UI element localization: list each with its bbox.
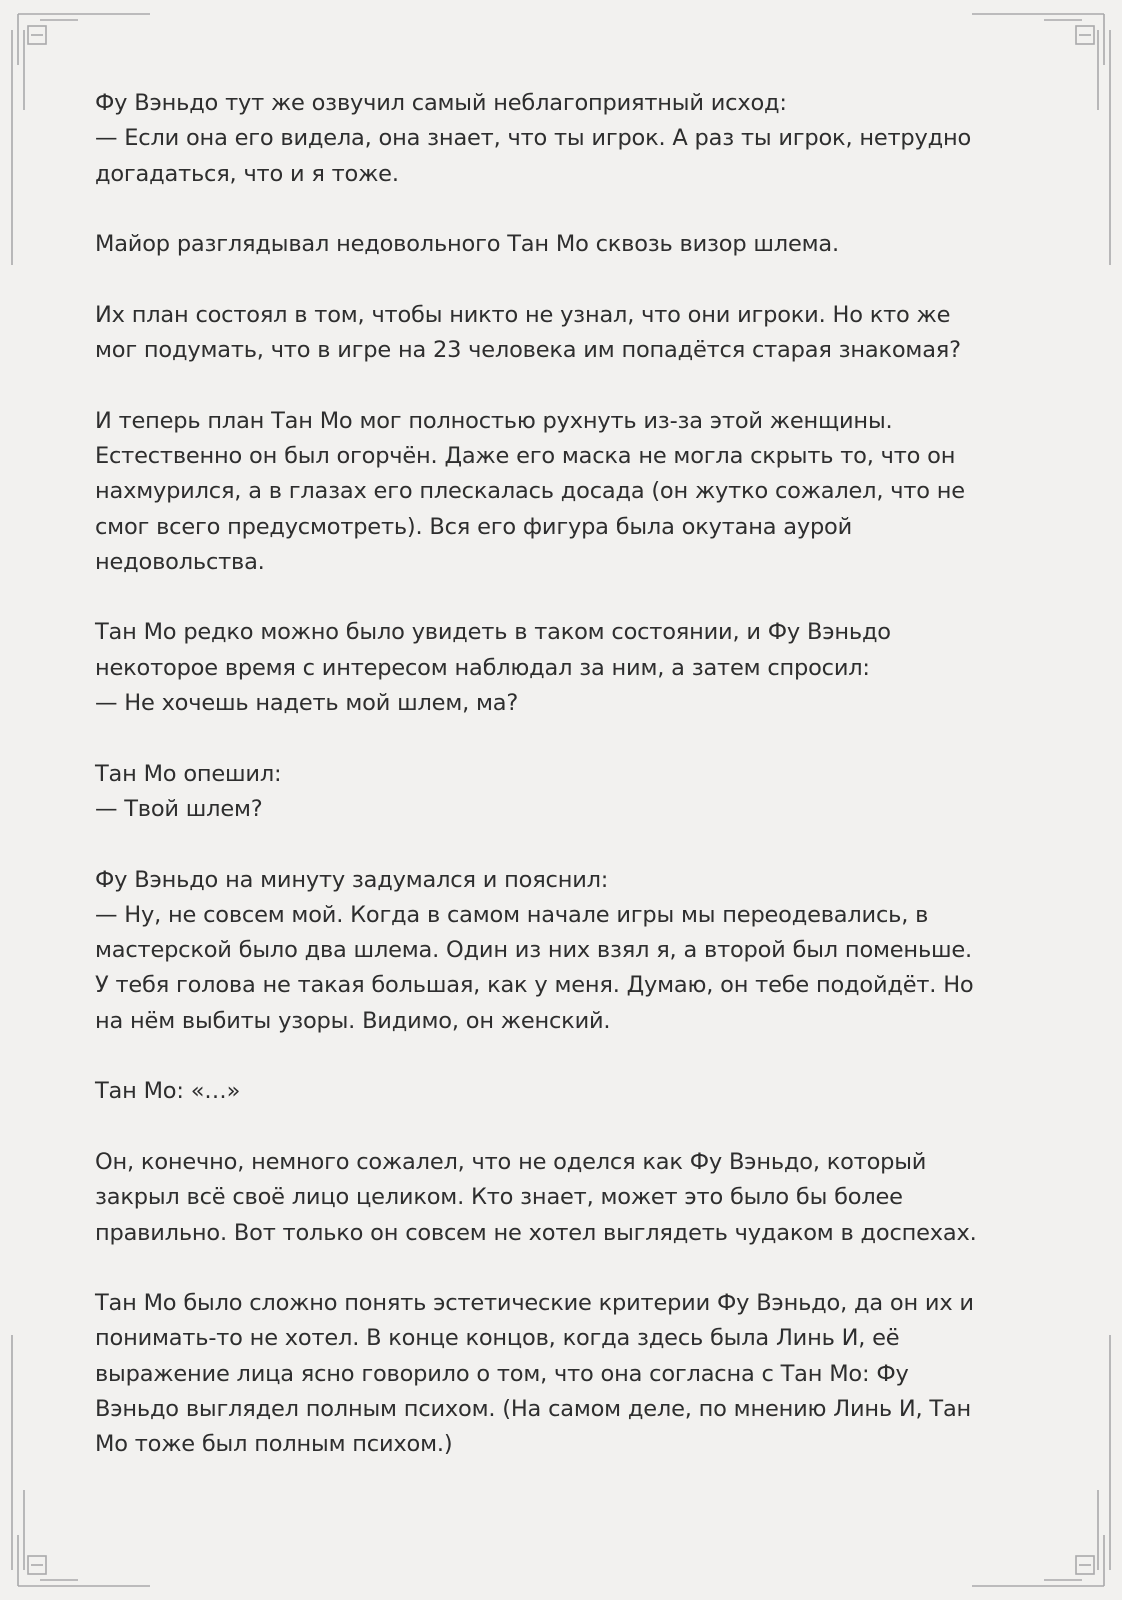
text-line: — Если она его видела, она знает, что ты игрок. А раз ты игрок, нетрудно [95, 125, 972, 152]
text-line: Тан Мо было сложно понять эстетические критерии Фу Вэньдо, да он их и [95, 1290, 974, 1317]
paragraph [95, 404, 1045, 580]
text-line: Их план состоял в том, чтобы никто не узнал, что они игроки. Но кто же [95, 301, 951, 328]
text-line: нахмурился, а в глазах его плескалась досада (он жутко сожалел, что не [95, 478, 965, 505]
text-line: догадаться, что и я тоже. [95, 160, 399, 187]
chapter-text [95, 86, 1045, 1463]
text-line: Мо тоже был полным психом.) [95, 1431, 453, 1458]
text-line: понимать-то не хотел. В конце концов, когда здесь была Линь И, её [95, 1325, 900, 1352]
text-line: Фу Вэньдо на минуту задумался и пояснил: [95, 866, 609, 893]
text-line: Естественно он был огорчён. Даже его маска не могла скрыть то, что он [95, 442, 956, 469]
text-line: некоторое время с интересом наблюдал за ним, а затем спросил: [95, 654, 870, 681]
paragraph-gap [95, 368, 1045, 403]
paragraph [95, 298, 1045, 369]
text-line: Тан Мо редко можно было увидеть в таком состоянии, и Фу Вэньдо [95, 619, 891, 646]
text-line: закрыл всё своё лицо целиком. Кто знает, может это было бы более [95, 1184, 903, 1211]
text-line: — Не хочешь надеть мой шлем, ма? [95, 690, 519, 717]
text-line: Тан Мо: «…» [95, 1078, 241, 1105]
paragraph-gap [95, 1251, 1045, 1286]
paragraph-gap [95, 262, 1045, 297]
text-line: правильно. Вот только он совсем не хотел выглядеть чудаком в доспехах. [95, 1219, 977, 1246]
paragraph [95, 863, 1045, 1039]
paragraph-gap [95, 721, 1045, 756]
text-line: — Твой шлем? [95, 795, 263, 822]
paragraph-gap [95, 1039, 1045, 1074]
paragraph [95, 227, 1045, 262]
text-line: Вэньдо выглядел полным психом. (На самом деле, по мнению Линь И, Тан [95, 1395, 972, 1422]
text-line: Майор разглядывал недовольного Тан Мо сквозь визор шлема. [95, 231, 839, 258]
paragraph-gap [95, 192, 1045, 227]
text-line: выражение лица ясно говорило о том, что она согласна с Тан Мо: Фу [95, 1360, 909, 1387]
paragraph-gap [95, 1110, 1045, 1145]
paragraph [95, 615, 1045, 721]
paragraph [95, 1145, 1045, 1251]
text-line: И теперь план Тан Мо мог полностью рухнуть из-за этой женщины. [95, 407, 893, 434]
paragraph [95, 86, 1045, 192]
paragraph [95, 1286, 1045, 1462]
text-line: мастерской было два шлема. Один из них взял я, а второй был поменьше. [95, 937, 972, 964]
text-line: Тан Мо опешил: [95, 760, 282, 787]
text-line: — Ну, не совсем мой. Когда в самом начале игры мы переодевались, в [95, 901, 929, 928]
text-line: на нём выбиты узоры. Видимо, он женский. [95, 1007, 611, 1034]
text-line: смог всего предусмотреть). Вся его фигура была окутана аурой [95, 513, 853, 540]
paragraph [95, 757, 1045, 828]
text-line: Фу Вэньдо тут же озвучил самый неблагоприятный исход: [95, 90, 787, 116]
text-line: недовольства. [95, 548, 265, 575]
paragraph-gap [95, 580, 1045, 615]
text-line: Он, конечно, немного сожалел, что не оделся как Фу Вэньдо, который [95, 1148, 927, 1175]
text-line: мог подумать, что в игре на 23 человека им попадётся старая знакомая? [95, 337, 961, 364]
paragraph-gap [95, 827, 1045, 862]
paragraph [95, 1074, 1045, 1109]
text-line: У тебя голова не такая большая, как у меня. Думаю, он тебе подойдёт. Но [95, 972, 974, 999]
